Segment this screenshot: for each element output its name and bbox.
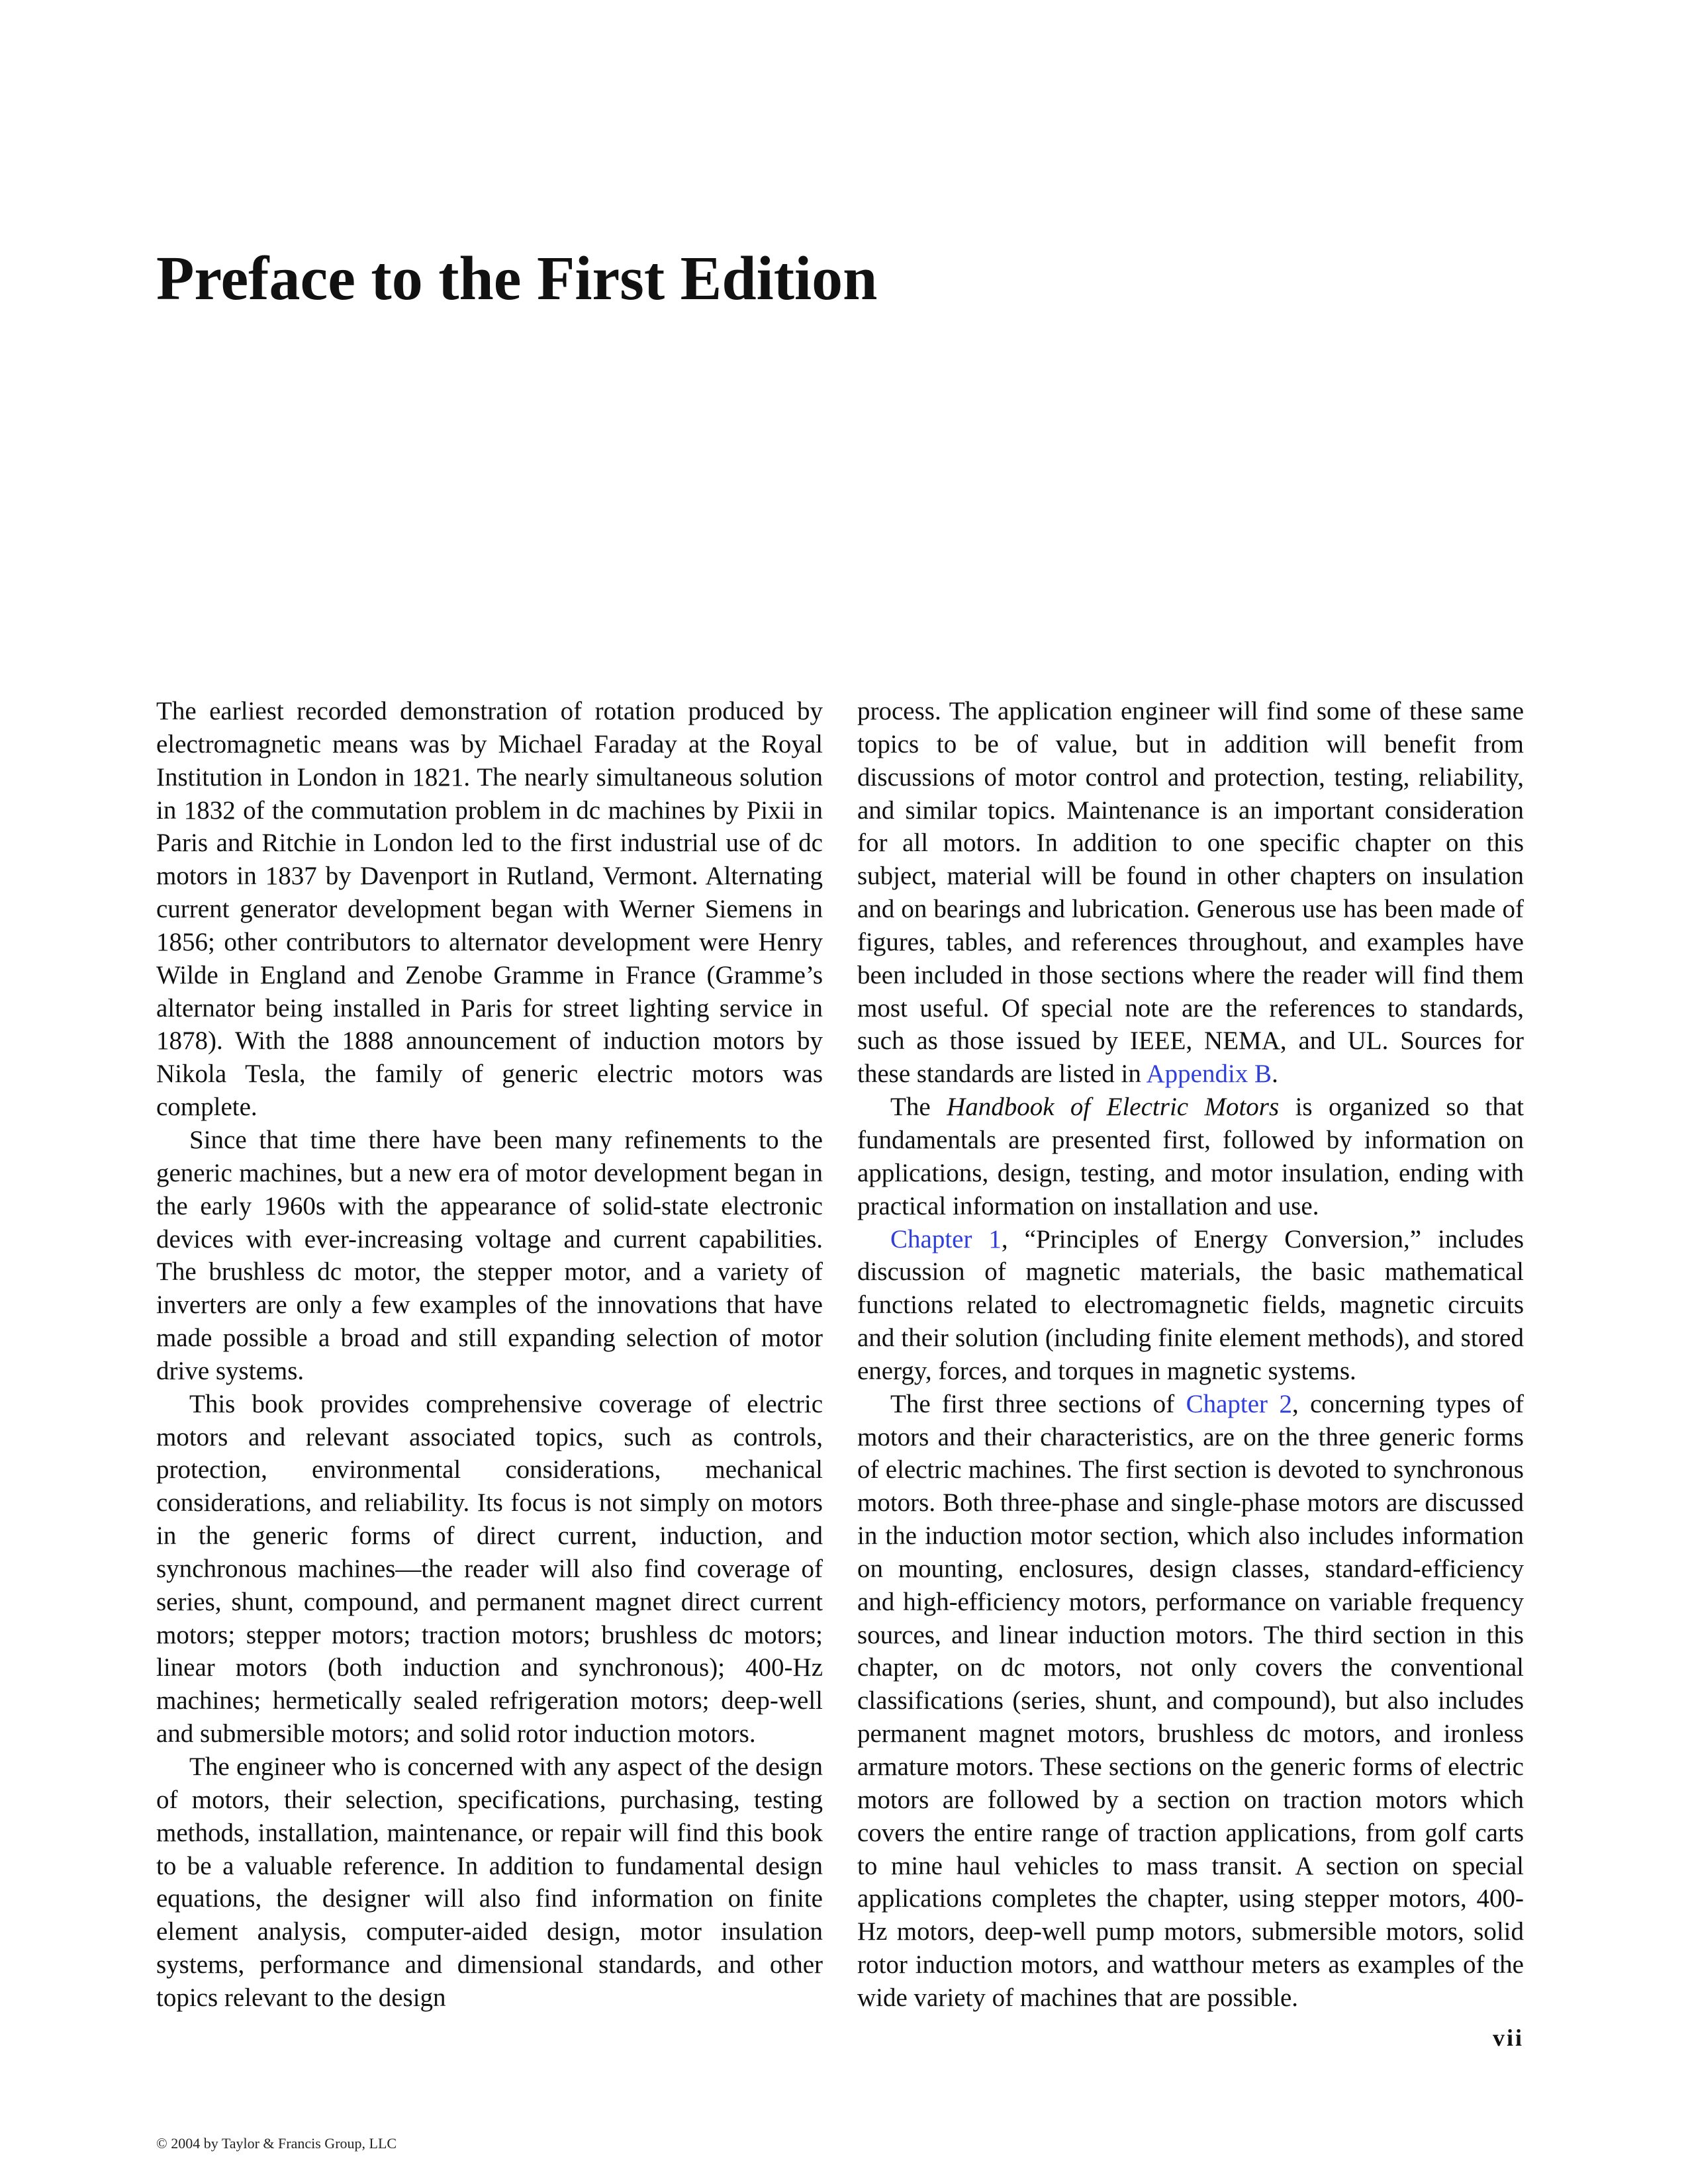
paragraph — [857, 1388, 1524, 2015]
book-title: Handbook of Electric Motors — [947, 1093, 1280, 1122]
copyright-notice: © 2004 by Taylor & Francis Group, LLC — [156, 2135, 397, 2152]
page-number: vii — [1492, 2025, 1524, 2051]
paragraph: The engineer who is concerned with any aspect of the design of motors, their selection, specifications, purchasing, testing methods, installation, maintenance, or repair will find this book to be a valuable reference. In addition to fundamental design equations, the designer will also find information on finite element analysis, computer-aided design, motor insulation systems, performance and dimensional standards, and other topics relevant to the design — [156, 1752, 823, 2012]
paragraph-text: , “Principles of Energy Conversion,” includes discussion of magnetic materials, the basic mathematical functions related to electromagnetic fields, magnetic circuits and their solution (including finite element methods), and stored energy, forces, and torques in magnetic systems. — [857, 1224, 1524, 1385]
paragraph-text: process. The application engineer will find some of these same topics to be of value, but in addition will benefit from discussions of motor control and protection, testing, reliability, and similar topics. Maintenance is an important consideration for all motors. In addition to one specific chapter on this subject, material will be found in other chapters on insulation and on bearings and lubrication. Generous use has been made of figures, tables, and references throughout, and examples have been included in those sections where the reader will find them most useful. Of special note are the references to standards, such as those issued by IEEE, NEMA, and UL. Sources for these standards are listed in — [857, 697, 1524, 1089]
paragraph — [857, 695, 1524, 1091]
chapter-1-link[interactable]: Chapter 1 — [890, 1224, 1002, 1253]
left-column — [156, 695, 823, 2015]
body-columns — [156, 695, 1524, 2015]
paragraph-text: is organized so that fundamentals are presented first, followed by information on applications, design, testing, and motor insulation, ending with practical information on installation and use. — [857, 1093, 1524, 1220]
paragraph: Since that time there have been many refinements to the generic machines, but a new era of motor development began in the early 1960s with the appearance of solid-state electronic devices with ever-increasing voltage and current capabilities. The brushless dc motor, the stepper motor, and a variety of inverters are only a few examples of the innovations that have made possible a broad and still expanding selection of motor drive systems. — [156, 1125, 823, 1385]
chapter-2-link[interactable]: Chapter 2 — [1186, 1389, 1292, 1418]
paragraph-text: , concerning types of motors and their characteristics, are on the three generic forms of electric machines. The first section is devoted to synchronous motors. Both three-phase and single-phase motors are discussed in the induction motor section, which also includes information on mounting, enclosures, design classes, standard-efficiency and high-efficiency motors, performance on variable frequency sources, and linear induction motors. The third section in this chapter, on dc motors, not only covers the conventional classifications (series, shunt, and compound), but also includes permanent magnet motors, brushless dc motors, and ironless armature motors. These sections on the generic forms of electric motors are followed by a section on traction motors which covers the entire range of traction applications, from golf carts to mine haul vehicles to mass transit. A section on special applications completes the chapter, using stepper motors, 400-Hz motors, deep-well pump motors, submersible motors, solid rotor induction motors, and watthour meters as examples of the wide variety of machines that are possible. — [857, 1389, 1524, 2012]
page-title: Preface to the First Edition — [156, 244, 878, 313]
paragraph: The earliest recorded demonstration of rotation produced by electromagnetic means was by Michael Faraday at the Royal Institution in London in 1821. The nearly simultaneous solution in 1832 of the commutation problem in dc machines by Pixii in Paris and Ritchie in London led to the first industrial use of dc motors in 1837 by Davenport in Rutland, Vermont. Alternating current generator development began with Werner Siemens in 1856; other contributors to alternator development were Henry Wilde in England and Zenobe Gramme in France (Gramme’s alternator being installed in Paris for street lighting service in 1878). With the 1888 announcement of induction motors by Nikola Tesla, the family of generic electric motors was complete. — [156, 697, 823, 1122]
appendix-b-link[interactable]: Appendix B — [1146, 1060, 1272, 1089]
paragraph — [857, 1223, 1524, 1388]
paragraph: This book provides comprehensive coverage of electric motors and relevant associated topics, such as controls, protection, environmental considerations, mechanical considerations, and reliability. Its focus is not simply on motors in the generic forms of direct current, induction, and synchronous machines—the reader will also find coverage of series, shunt, compound, and permanent magnet direct current motors; stepper motors; traction motors; brushless dc motors; linear motors (both induction and synchronous); 400-Hz machines; hermetically sealed refrigeration motors; deep-well and submersible motors; and solid rotor induction motors. — [156, 1389, 823, 1749]
paragraph — [857, 1091, 1524, 1222]
paragraph-text: . — [1272, 1060, 1278, 1089]
paragraph-text: The first three sections of — [890, 1389, 1175, 1418]
paragraph-text: The — [890, 1093, 931, 1122]
right-column — [857, 695, 1524, 2015]
